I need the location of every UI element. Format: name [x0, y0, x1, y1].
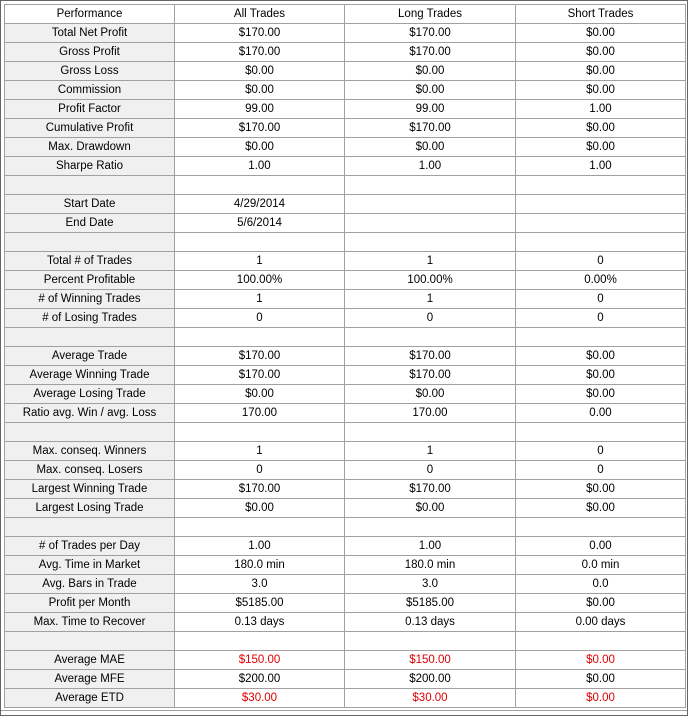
table-row[interactable]	[5, 43, 686, 62]
metric-label-cell[interactable]: Total # of Trades	[5, 252, 175, 271]
all-trades-cell[interactable]	[175, 176, 345, 195]
all-trades-cell[interactable]: $170.00	[175, 347, 345, 366]
metric-label-cell[interactable]: Max. Time to Recover	[5, 613, 175, 632]
all-trades-cell[interactable]	[175, 632, 345, 651]
metric-label-cell[interactable]	[5, 233, 175, 252]
all-trades-cell[interactable]: $170.00	[175, 480, 345, 499]
metric-label-cell[interactable]: Sharpe Ratio	[5, 157, 175, 176]
all-trades-cell[interactable]: 4/29/2014	[175, 195, 345, 214]
metric-label-cell[interactable]: Avg. Time in Market	[5, 556, 175, 575]
metric-label-cell[interactable]: End Date	[5, 214, 175, 233]
table-row[interactable]	[5, 480, 686, 499]
short-trades-cell[interactable]	[516, 328, 686, 347]
long-trades-cell[interactable]: 1	[345, 290, 516, 309]
all-trades-cell[interactable]: $170.00	[175, 43, 345, 62]
all-trades-cell[interactable]: 1.00	[175, 157, 345, 176]
table-row[interactable]	[5, 347, 686, 366]
metric-label-cell[interactable]: Average ETD	[5, 689, 175, 708]
spacer-row[interactable]	[5, 233, 686, 252]
table-row[interactable]	[5, 366, 686, 385]
long-trades-cell[interactable]: $5185.00	[345, 594, 516, 613]
all-trades-cell[interactable]: $170.00	[175, 119, 345, 138]
short-trades-cell[interactable]: $0.00	[516, 43, 686, 62]
all-trades-cell[interactable]	[175, 518, 345, 537]
metric-label-cell[interactable]	[5, 518, 175, 537]
table-row[interactable]	[5, 575, 686, 594]
short-trades-cell[interactable]: $0.00	[516, 594, 686, 613]
all-trades-cell[interactable]: $30.00	[175, 689, 345, 708]
long-trades-cell[interactable]	[345, 176, 516, 195]
short-trades-cell[interactable]: 0.00	[516, 537, 686, 556]
metric-label-cell[interactable]: Average MFE	[5, 670, 175, 689]
all-trades-cell[interactable]: $0.00	[175, 62, 345, 81]
short-trades-cell[interactable]	[516, 176, 686, 195]
metric-label-cell[interactable]: Largest Losing Trade	[5, 499, 175, 518]
short-trades-cell[interactable]: 0.00	[516, 404, 686, 423]
short-trades-cell[interactable]: 0	[516, 309, 686, 328]
long-trades-cell[interactable]: 180.0 min	[345, 556, 516, 575]
metric-label-cell[interactable]: Max. Drawdown	[5, 138, 175, 157]
column-header-performance[interactable]: Performance	[5, 5, 175, 24]
table-row[interactable]	[5, 81, 686, 100]
long-trades-cell[interactable]	[345, 518, 516, 537]
all-trades-cell[interactable]	[175, 233, 345, 252]
short-trades-cell[interactable]: 0.0 min	[516, 556, 686, 575]
long-trades-cell[interactable]: $170.00	[345, 366, 516, 385]
long-trades-cell[interactable]: 1	[345, 442, 516, 461]
short-trades-cell[interactable]: 0.00 days	[516, 613, 686, 632]
metric-label-cell[interactable]: Average MAE	[5, 651, 175, 670]
short-trades-cell[interactable]: $0.00	[516, 480, 686, 499]
short-trades-cell[interactable]: $0.00	[516, 62, 686, 81]
metric-label-cell[interactable]	[5, 176, 175, 195]
metric-label-cell[interactable]: # of Winning Trades	[5, 290, 175, 309]
metric-label-cell[interactable]: Start Date	[5, 195, 175, 214]
table-row[interactable]	[5, 290, 686, 309]
grid-header	[5, 5, 686, 24]
short-trades-cell[interactable]: 0	[516, 252, 686, 271]
long-trades-cell[interactable]: 100.00%	[345, 271, 516, 290]
metric-label-cell[interactable]	[5, 423, 175, 442]
all-trades-cell[interactable]: 1	[175, 252, 345, 271]
table-row[interactable]	[5, 651, 686, 670]
table-row[interactable]	[5, 119, 686, 138]
long-trades-cell[interactable]: $170.00	[345, 24, 516, 43]
short-trades-cell[interactable]	[516, 632, 686, 651]
metric-label-cell[interactable]: Ratio avg. Win / avg. Loss	[5, 404, 175, 423]
metric-label-cell[interactable]: Max. conseq. Winners	[5, 442, 175, 461]
short-trades-cell[interactable]: $0.00	[516, 651, 686, 670]
all-trades-cell[interactable]: $170.00	[175, 24, 345, 43]
all-trades-cell[interactable]: 1	[175, 442, 345, 461]
long-trades-cell[interactable]	[345, 214, 516, 233]
table-row[interactable]	[5, 442, 686, 461]
short-trades-cell[interactable]	[516, 233, 686, 252]
table-row[interactable]	[5, 24, 686, 43]
metric-label-cell[interactable]: # of Trades per Day	[5, 537, 175, 556]
long-trades-cell[interactable]: 1.00	[345, 537, 516, 556]
table-row[interactable]	[5, 100, 686, 119]
all-trades-cell[interactable]: $0.00	[175, 499, 345, 518]
long-trades-cell[interactable]: $170.00	[345, 43, 516, 62]
metric-label-cell[interactable]: Avg. Bars in Trade	[5, 575, 175, 594]
spacer-row[interactable]	[5, 423, 686, 442]
short-trades-cell[interactable]: $0.00	[516, 499, 686, 518]
all-trades-cell[interactable]: $170.00	[175, 366, 345, 385]
short-trades-cell[interactable]	[516, 518, 686, 537]
table-row[interactable]	[5, 594, 686, 613]
long-trades-cell[interactable]: 99.00	[345, 100, 516, 119]
short-trades-cell[interactable]	[516, 423, 686, 442]
table-row[interactable]	[5, 461, 686, 480]
long-trades-cell[interactable]: $170.00	[345, 480, 516, 499]
table-row[interactable]	[5, 138, 686, 157]
table-row[interactable]	[5, 499, 686, 518]
metric-label-cell[interactable]	[5, 632, 175, 651]
short-trades-cell[interactable]: 0.0	[516, 575, 686, 594]
metric-label-cell[interactable]	[5, 328, 175, 347]
long-trades-cell[interactable]: 3.0	[345, 575, 516, 594]
long-trades-cell[interactable]	[345, 195, 516, 214]
metric-label-cell[interactable]: Max. conseq. Losers	[5, 461, 175, 480]
metric-label-cell[interactable]: Average Losing Trade	[5, 385, 175, 404]
long-trades-cell[interactable]: 170.00	[345, 404, 516, 423]
long-trades-cell[interactable]: $30.00	[345, 689, 516, 708]
metric-label-cell[interactable]: # of Losing Trades	[5, 309, 175, 328]
all-trades-cell[interactable]: 0.13 days	[175, 613, 345, 632]
short-trades-cell[interactable]: $0.00	[516, 138, 686, 157]
all-trades-cell[interactable]: 1	[175, 290, 345, 309]
metric-label-cell[interactable]: Average Trade	[5, 347, 175, 366]
column-header-all-trades[interactable]: All Trades	[175, 5, 345, 24]
all-trades-cell[interactable]: $5185.00	[175, 594, 345, 613]
all-trades-cell[interactable]: 0	[175, 461, 345, 480]
all-trades-cell[interactable]	[175, 423, 345, 442]
long-trades-cell[interactable]: $0.00	[345, 499, 516, 518]
table-row[interactable]	[5, 537, 686, 556]
all-trades-cell[interactable]: $150.00	[175, 651, 345, 670]
metric-label-cell[interactable]: Profit per Month	[5, 594, 175, 613]
long-trades-cell[interactable]: 0	[345, 461, 516, 480]
spacer-row[interactable]	[5, 518, 686, 537]
long-trades-cell[interactable]: $150.00	[345, 651, 516, 670]
short-trades-cell[interactable]: 1.00	[516, 100, 686, 119]
table-row[interactable]	[5, 689, 686, 708]
metric-label-cell[interactable]: Average Winning Trade	[5, 366, 175, 385]
header-row	[5, 5, 686, 24]
long-trades-cell[interactable]: 1.00	[345, 157, 516, 176]
short-trades-cell[interactable]: $0.00	[516, 366, 686, 385]
table-row[interactable]	[5, 214, 686, 233]
metric-label-cell[interactable]: Gross Loss	[5, 62, 175, 81]
short-trades-cell[interactable]: $0.00	[516, 670, 686, 689]
long-trades-cell[interactable]: $200.00	[345, 670, 516, 689]
column-header-long-trades[interactable]: Long Trades	[345, 5, 516, 24]
metric-label-cell[interactable]: Cumulative Profit	[5, 119, 175, 138]
metric-label-cell[interactable]: Percent Profitable	[5, 271, 175, 290]
all-trades-cell[interactable]: 170.00	[175, 404, 345, 423]
table-row[interactable]	[5, 252, 686, 271]
grid-bottom-edge	[1, 710, 688, 716]
long-trades-cell[interactable]	[345, 233, 516, 252]
all-trades-cell[interactable]: 99.00	[175, 100, 345, 119]
short-trades-cell[interactable]: 0	[516, 442, 686, 461]
short-trades-cell[interactable]: 0	[516, 461, 686, 480]
short-trades-cell[interactable]: 1.00	[516, 157, 686, 176]
metric-label-cell[interactable]: Commission	[5, 81, 175, 100]
all-trades-cell[interactable]: $0.00	[175, 138, 345, 157]
long-trades-cell[interactable]: $170.00	[345, 119, 516, 138]
short-trades-cell[interactable]: 0	[516, 290, 686, 309]
short-trades-cell[interactable]: $0.00	[516, 347, 686, 366]
short-trades-cell[interactable]: $0.00	[516, 119, 686, 138]
long-trades-cell[interactable]: $0.00	[345, 62, 516, 81]
long-trades-cell[interactable]: $0.00	[345, 138, 516, 157]
metric-label-cell[interactable]: Profit Factor	[5, 100, 175, 119]
short-trades-cell[interactable]: 0.00%	[516, 271, 686, 290]
metric-label-cell[interactable]: Total Net Profit	[5, 24, 175, 43]
column-header-short-trades[interactable]: Short Trades	[516, 5, 686, 24]
metric-label-cell[interactable]: Gross Profit	[5, 43, 175, 62]
table-row[interactable]	[5, 670, 686, 689]
long-trades-cell[interactable]: 0.13 days	[345, 613, 516, 632]
performance-grid	[4, 4, 686, 708]
spacer-row[interactable]	[5, 176, 686, 195]
spacer-row[interactable]	[5, 632, 686, 651]
all-trades-cell[interactable]: 1.00	[175, 537, 345, 556]
short-trades-cell[interactable]: $0.00	[516, 81, 686, 100]
all-trades-cell[interactable]: $0.00	[175, 385, 345, 404]
short-trades-cell[interactable]	[516, 214, 686, 233]
short-trades-cell[interactable]: $0.00	[516, 689, 686, 708]
short-trades-cell[interactable]	[516, 195, 686, 214]
long-trades-cell[interactable]	[345, 328, 516, 347]
long-trades-cell[interactable]	[345, 632, 516, 651]
table-row[interactable]	[5, 157, 686, 176]
all-trades-cell[interactable]: 180.0 min	[175, 556, 345, 575]
metric-label-cell[interactable]: Largest Winning Trade	[5, 480, 175, 499]
all-trades-cell[interactable]: $0.00	[175, 81, 345, 100]
all-trades-cell[interactable]: 100.00%	[175, 271, 345, 290]
table-row[interactable]	[5, 404, 686, 423]
all-trades-cell[interactable]: 0	[175, 309, 345, 328]
long-trades-cell[interactable]: $0.00	[345, 385, 516, 404]
all-trades-cell[interactable]	[175, 328, 345, 347]
short-trades-cell[interactable]: $0.00	[516, 24, 686, 43]
table-row[interactable]	[5, 195, 686, 214]
long-trades-cell[interactable]: 1	[345, 252, 516, 271]
all-trades-cell[interactable]: $200.00	[175, 670, 345, 689]
table-row[interactable]	[5, 613, 686, 632]
long-trades-cell[interactable]: $170.00	[345, 347, 516, 366]
all-trades-cell[interactable]: 3.0	[175, 575, 345, 594]
all-trades-cell[interactable]: 5/6/2014	[175, 214, 345, 233]
table-row[interactable]	[5, 309, 686, 328]
long-trades-cell[interactable]: $0.00	[345, 81, 516, 100]
table-row[interactable]	[5, 556, 686, 575]
table-row[interactable]	[5, 271, 686, 290]
table-row[interactable]	[5, 385, 686, 404]
short-trades-cell[interactable]: $0.00	[516, 385, 686, 404]
grid-body	[5, 24, 686, 708]
long-trades-cell[interactable]	[345, 423, 516, 442]
table-row[interactable]	[5, 62, 686, 81]
long-trades-cell[interactable]: 0	[345, 309, 516, 328]
spacer-row[interactable]	[5, 328, 686, 347]
